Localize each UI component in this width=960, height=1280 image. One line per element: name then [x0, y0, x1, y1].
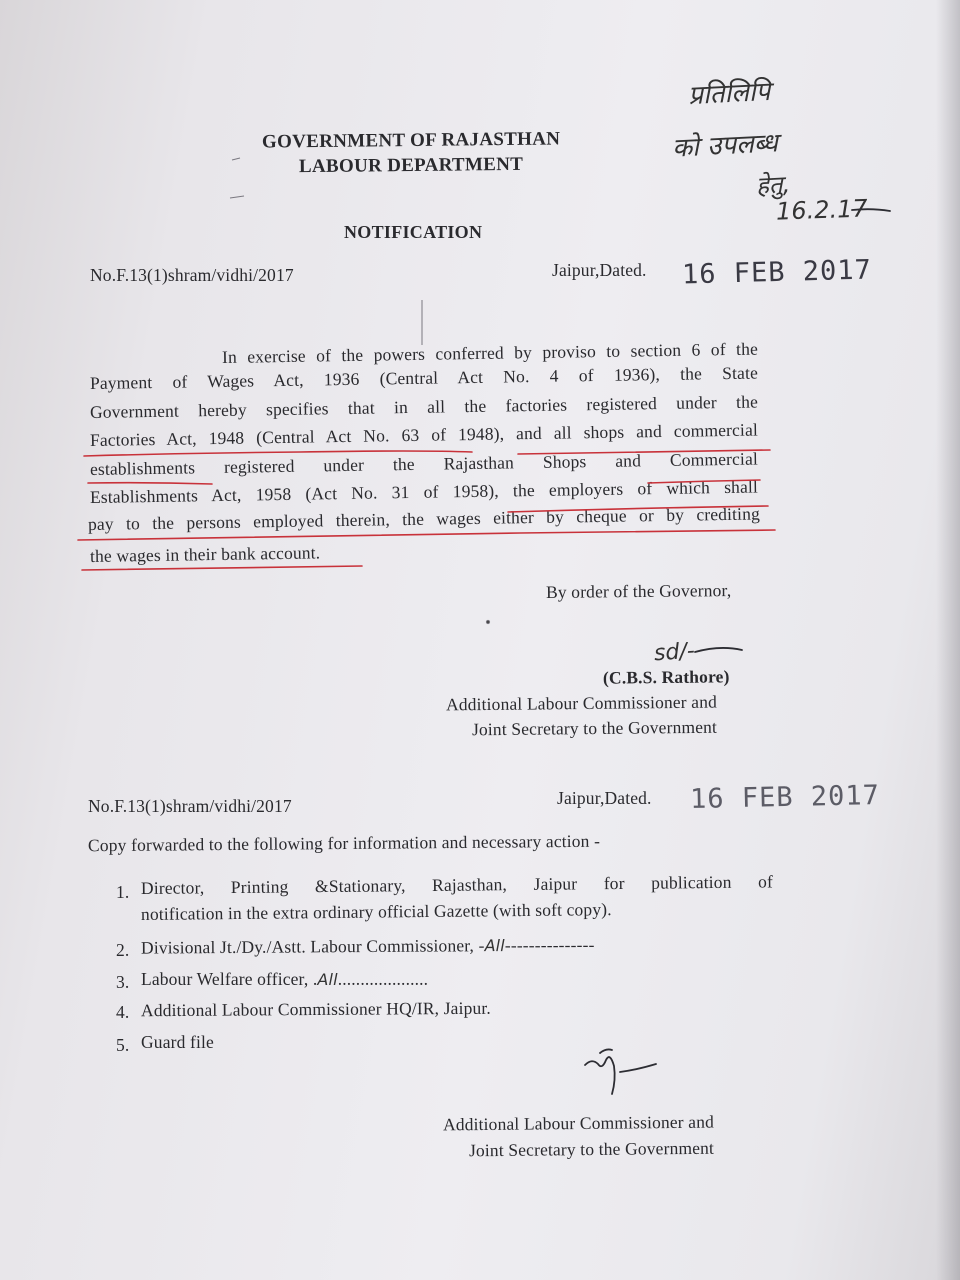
list-item-2: [141, 934, 595, 958]
signature-stroke-2: [620, 1064, 656, 1072]
notice1-body-line-6: Establishments Act, 1958 (Act No. 31 of 1958), the employers of which shall: [89, 476, 759, 507]
notice1-signatory-name: (C.B.S. Rathore): [602, 666, 730, 688]
list-item-3-number: 3.: [116, 972, 130, 992]
government-heading: GOVERNMENT OF RAJASTHAN: [261, 128, 561, 153]
stray-mark-3: [230, 196, 244, 198]
signature-stroke-1: [585, 1057, 615, 1094]
handwritten-note-line-1: प्रतिलिपि: [687, 76, 772, 112]
list-item-5-number: 5.: [116, 1035, 130, 1055]
notice2-date-stamp: 16 FEB 2017: [689, 780, 881, 815]
notice1-by-order: By order of the Governor,: [545, 580, 732, 602]
list-item-1-line-1: Director, Printing &Stationary, Rajasthan, Jaipur for publication of: [140, 871, 774, 898]
list-item-4-number: 4.: [116, 1002, 130, 1022]
notice1-place-dated: Jaipur,Dated.: [552, 260, 647, 280]
notice1-body-line-2: Payment of Wages Act, 1936 (Central Act No. 4 of 1936), the State: [89, 362, 759, 393]
notice1-body-line-4: Factories Act, 1948 (Central Act No. 63 of 1948), and all shops and commercial: [89, 419, 759, 450]
list-item-5-text: Guard file: [141, 1032, 214, 1052]
notice1-body-line-3: Government hereby specifies that in all the factories registered under the: [89, 391, 759, 422]
notice1-signature: sd/-: [653, 638, 696, 667]
notice2-signatory-title-2: Joint Secretary to the Government: [468, 1137, 715, 1161]
notice1-body-line-7: pay to the persons employed therein, the wages either by cheque or by crediting: [87, 503, 761, 534]
list-item-3-dots: ....................: [337, 969, 429, 989]
underline-bank-account: [82, 566, 362, 570]
notification-heading: NOTIFICATION: [344, 222, 483, 242]
notice1-signatory-title-2: Joint Secretary to the Government: [471, 716, 718, 740]
notice2-file-number: No.F.13(1)shram/vidhi/2017: [88, 796, 292, 816]
stray-dot: [486, 620, 489, 623]
notice1-date-stamp: 16 FEB 2017: [681, 254, 873, 291]
notice1-body-line-5: establishments registered under the Rajasthan Shops and Commercial: [89, 448, 759, 479]
notice1-file-number: No.F.13(1)shram/vidhi/2017: [90, 265, 294, 285]
sd-tail-stroke: [695, 648, 742, 652]
notice2-signatory-title-1: Additional Labour Commissioner and: [442, 1111, 715, 1135]
handwritten-note-line-3: हेतु,: [755, 170, 791, 200]
notice2-place-dated: Jaipur,Dated.: [557, 788, 652, 808]
stray-mark-2: [232, 158, 240, 160]
paper-edge-shadow: [936, 0, 960, 1280]
handwritten-note-line-4: 16.2.17: [775, 194, 869, 226]
notice1-body-line-8: the wages in their bank account.: [89, 542, 321, 566]
list-item-2-fill: All: [484, 936, 505, 956]
list-item-2-number: 2.: [116, 940, 130, 960]
notice1-signatory-title-1: Additional Labour Commissioner and: [445, 691, 718, 715]
list-item-3: [141, 969, 428, 990]
list-item-3-fill: All: [317, 970, 338, 989]
list-item-3-text: Labour Welfare officer, .: [141, 969, 318, 989]
signature-stroke-3: [600, 1049, 612, 1053]
list-item-1-line-2: notification in the extra ordinary official Gazette (with soft copy).: [140, 899, 612, 924]
underline-establishments: [88, 483, 212, 484]
handwritten-note-line-2: को उपलब्ध: [671, 128, 779, 164]
list-item-1-number: 1.: [116, 882, 130, 902]
list-item-4-text: Additional Labour Commissioner HQ/IR, Jaipur.: [140, 997, 491, 1021]
notice1-body-line-1: In exercise of the powers conferred by proviso to section 6 of the: [221, 338, 759, 367]
list-item-2-text: Divisional Jt./Dy./Astt. Labour Commissioner, -: [140, 935, 485, 958]
department-heading: LABOUR DEPARTMENT: [298, 153, 524, 178]
notice2-intro: Copy forwarded to the following for information and necessary action -: [87, 830, 601, 856]
list-item-2-dots: ---------------: [504, 934, 595, 956]
